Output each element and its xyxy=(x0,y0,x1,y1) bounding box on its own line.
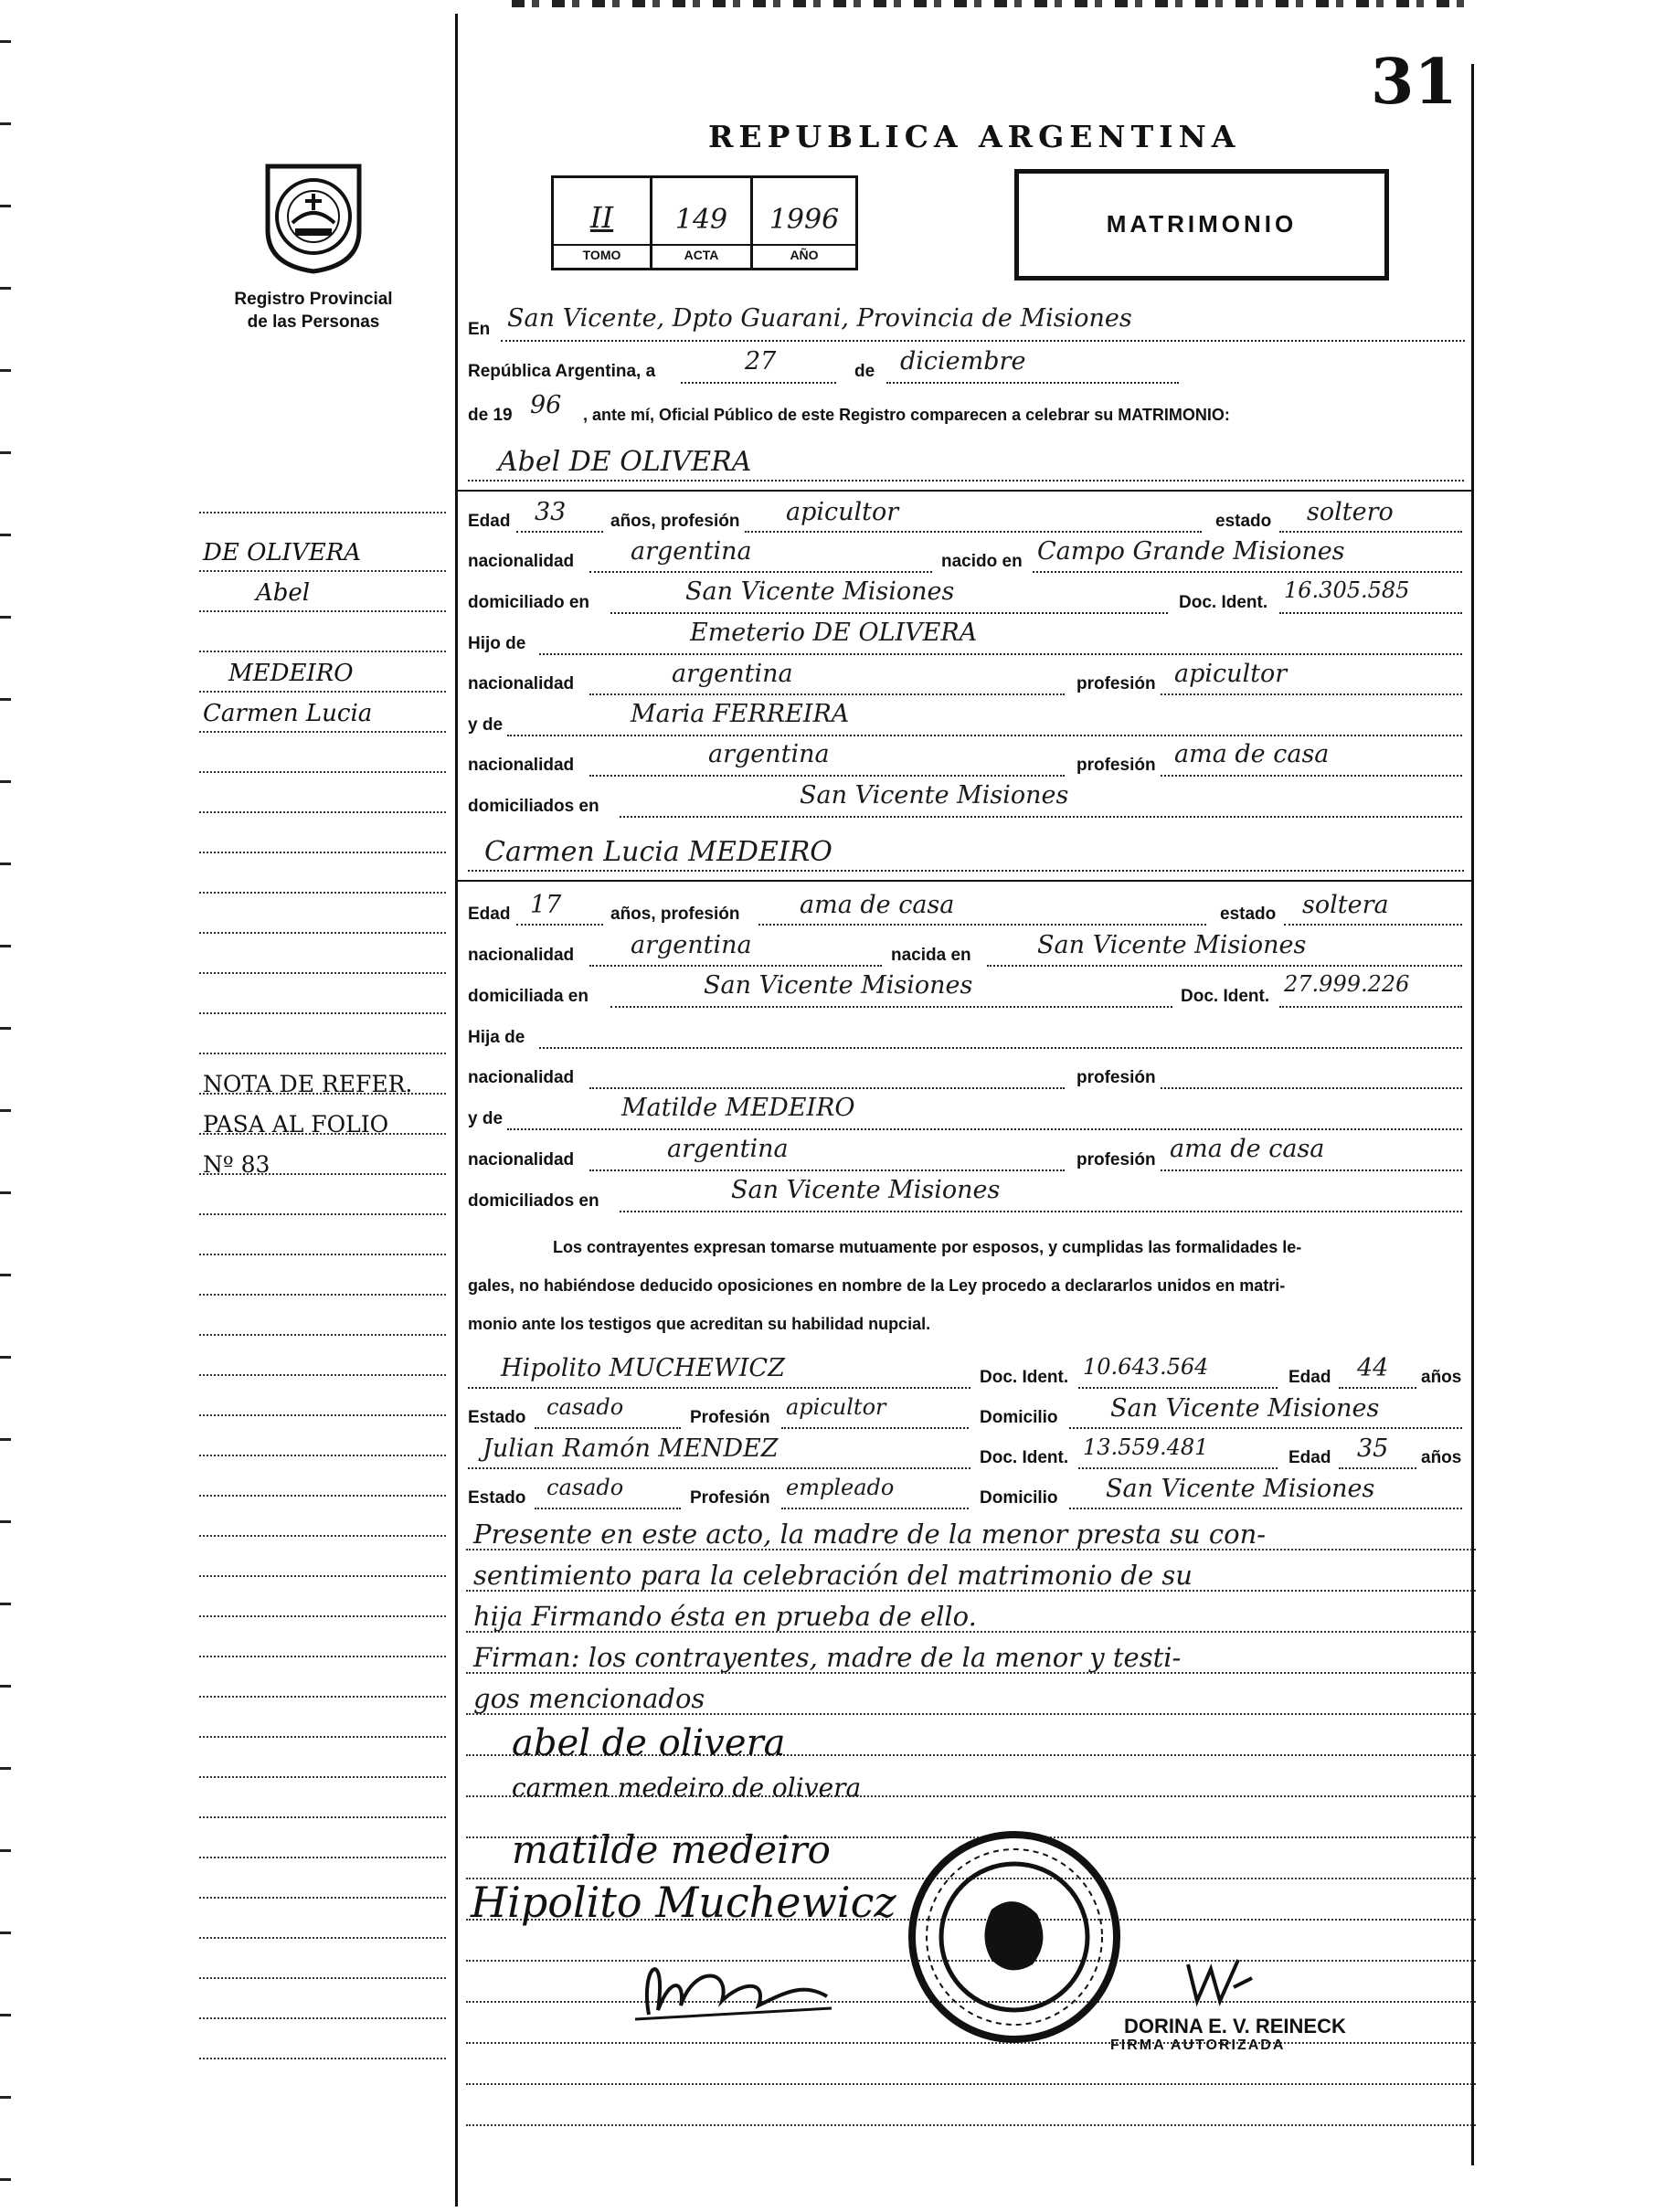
country-title: REPUBLICA ARGENTINA xyxy=(708,119,1241,154)
margin-note-line2: PASA AL FOLIO xyxy=(203,1111,389,1138)
bride-nacida-en: San Vicente Misiones xyxy=(1037,931,1307,959)
year-prefix: de 19 xyxy=(468,406,513,425)
groom-madre-nac-label: nacionalidad xyxy=(468,756,575,775)
witness1-name: Hipolito MUCHEWICZ xyxy=(501,1354,785,1382)
groom-nacionalidad: argentina xyxy=(631,537,752,566)
groom-domicilio: San Vicente Misiones xyxy=(685,577,955,606)
groom-hijo-label: Hijo de xyxy=(468,634,526,653)
margin-groom-surname: DE OLIVERA xyxy=(203,539,362,566)
bride-madre-nac: argentina xyxy=(667,1135,789,1163)
margin-bride-surname: MEDEIRO xyxy=(228,660,354,687)
groom-nacido-en: Campo Grande Misiones xyxy=(1037,537,1345,566)
note-line4: Firman: los contrayentes, madre de la menor y testi- xyxy=(473,1642,1182,1673)
bride-anos-prof-label: años, profesión xyxy=(610,905,740,924)
registry-line1: Registro Provincial xyxy=(234,290,393,309)
witness2-name: Julian Ramón MENDEZ xyxy=(483,1434,779,1463)
groom-madre: Maria FERREIRA xyxy=(631,700,850,728)
bride-yde-label: y de xyxy=(468,1109,504,1128)
groom-padre-prof: apicultor xyxy=(1174,660,1288,688)
witness1-edad: 44 xyxy=(1357,1354,1389,1382)
witness2-estado-label: Estado xyxy=(468,1488,526,1508)
witness1-doc-label: Doc. Ident. xyxy=(980,1368,1069,1387)
witness2-dom-label: Domicilio xyxy=(980,1488,1058,1508)
bride-madre-nac-label: nacionalidad xyxy=(468,1150,575,1170)
legal-line2: gales, no habiéndose deducido oposiciones en nombre de la Ley procedo a declararlos unidos en matri- xyxy=(468,1276,1286,1295)
witness2-prof-label: Profesión xyxy=(690,1488,770,1508)
witness2-edad-label: Edad xyxy=(1289,1448,1331,1467)
official-name: DORINA E. V. REINECK xyxy=(1124,2015,1346,2037)
tomo-value: II xyxy=(589,200,614,235)
groom-doc-label: Doc. Ident. xyxy=(1179,593,1268,612)
witness2-doc: 13.559.481 xyxy=(1083,1434,1209,1460)
signature-witness: Hipolito Muchewicz xyxy=(471,1878,896,1927)
bride-padres-dom: San Vicente Misiones xyxy=(731,1176,1001,1204)
official-signature-mark xyxy=(631,1928,841,2028)
witness1-estado-label: Estado xyxy=(468,1408,526,1427)
witness1-anos-label: años xyxy=(1421,1368,1462,1387)
margin-note-line1: NOTA DE REFER. xyxy=(203,1071,413,1097)
groom-padre-nac-label: nacionalidad xyxy=(468,674,575,693)
groom-madre-nac: argentina xyxy=(708,740,830,768)
signature-mother: matilde medeiro xyxy=(512,1827,831,1872)
binder-holes xyxy=(0,0,11,2212)
witness2-edad: 35 xyxy=(1357,1434,1389,1463)
bride-madre-prof: ama de casa xyxy=(1170,1135,1325,1163)
groom-edad: 33 xyxy=(535,498,567,526)
document-type-box xyxy=(1014,169,1389,280)
tomo-label: TOMO xyxy=(582,248,621,262)
witness2-domicilio: San Vicente Misiones xyxy=(1106,1475,1375,1503)
bride-madre: Matilde MEDEIRO xyxy=(621,1094,855,1122)
groom-padres-dom-label: domiciliados en xyxy=(468,797,599,816)
bride-padres-dom-label: domiciliados en xyxy=(468,1191,599,1211)
margin-rule xyxy=(455,14,458,2207)
page-number: 31 xyxy=(1371,46,1458,119)
bride-madre-prof-label: profesión xyxy=(1076,1150,1156,1170)
bride-edad: 17 xyxy=(530,891,562,919)
bride-edad-label: Edad xyxy=(468,905,511,924)
groom-dom-label: domiciliado en xyxy=(468,593,590,612)
witness1-edad-label: Edad xyxy=(1289,1368,1331,1387)
day-value: 27 xyxy=(745,347,777,376)
bride-profesion: ama de casa xyxy=(800,891,955,919)
ano-label: AÑO xyxy=(790,248,819,262)
groom-edad-label: Edad xyxy=(468,512,511,531)
witness1-estado: casado xyxy=(546,1394,624,1420)
registry-line2: de las Personas xyxy=(247,312,380,332)
note-line5: gos mencionados xyxy=(473,1683,705,1714)
bride-dom-label: domiciliada en xyxy=(468,987,589,1006)
witness2-profesion: empleado xyxy=(786,1475,895,1500)
registry-seal-icon xyxy=(254,157,373,276)
note-line3: hija Firmando ésta en prueba de ello. xyxy=(473,1601,977,1632)
official-stamp-icon xyxy=(905,1827,1124,2047)
margin-bride-given: Carmen Lucia xyxy=(203,700,373,727)
witness1-dom-label: Domicilio xyxy=(980,1408,1058,1427)
groom-padre-prof-label: profesión xyxy=(1076,674,1156,693)
margin-note-line3: Nº 83 xyxy=(203,1151,270,1178)
groom-estado-label: estado xyxy=(1215,512,1272,531)
document-type: MATRIMONIO xyxy=(1106,210,1298,238)
official-initials-mark xyxy=(1183,1951,1257,2015)
bride-doc: 27.999.226 xyxy=(1284,971,1410,997)
place-value: San Vicente, Dpto Guarani, Provincia de Misiones xyxy=(507,304,1132,333)
month-value: diciembre xyxy=(900,347,1026,376)
acta-value: 149 xyxy=(674,204,728,236)
groom-padre-nac: argentina xyxy=(672,660,793,688)
groom-profesion: apicultor xyxy=(786,498,899,526)
bride-hija-label: Hija de xyxy=(468,1028,525,1047)
bride-estado: soltera xyxy=(1302,891,1389,919)
groom-estado: soltero xyxy=(1307,498,1394,526)
note-line2: sentimiento para la celebración del matrimonio de su xyxy=(473,1560,1193,1591)
witness1-domicilio: San Vicente Misiones xyxy=(1110,1394,1380,1423)
witness1-profesion: apicultor xyxy=(786,1394,886,1420)
bride-doc-label: Doc. Ident. xyxy=(1181,987,1270,1006)
bride-name: Carmen Lucia MEDEIRO xyxy=(484,836,832,868)
witness2-estado: casado xyxy=(546,1475,624,1500)
acta-label: ACTA xyxy=(684,248,719,262)
bride-domicilio: San Vicente Misiones xyxy=(704,971,973,1000)
registry-name xyxy=(208,288,419,333)
signature-groom: abel de olivera xyxy=(512,1722,786,1764)
margin-groom-given: Abel xyxy=(256,579,311,607)
groom-padres-dom: San Vicente Misiones xyxy=(800,781,1069,810)
bride-padre-prof-label: profesión xyxy=(1076,1068,1156,1087)
record-number-box xyxy=(551,175,858,270)
legal-line1: Los contrayentes expresan tomarse mutuamente por esposos, y cumplidas las formalidades le- xyxy=(553,1238,1302,1256)
republica-label: República Argentina, a xyxy=(468,362,656,381)
groom-doc: 16.305.585 xyxy=(1284,577,1410,603)
bride-nac-label: nacionalidad xyxy=(468,946,575,965)
groom-name: Abel DE OLIVERA xyxy=(498,446,752,478)
official-title: FIRMA AUTORIZADA xyxy=(1110,2037,1286,2053)
signature-bride: carmen medeiro de olivera xyxy=(512,1773,862,1803)
legal-line3: monio ante los testigos que acreditan su habilidad nupcial. xyxy=(468,1315,931,1333)
bride-estado-label: estado xyxy=(1220,905,1277,924)
witness2-anos-label: años xyxy=(1421,1448,1462,1467)
note-line1: Presente en este acto, la madre de la menor presta su con- xyxy=(473,1519,1267,1550)
groom-madre-prof-label: profesión xyxy=(1076,756,1156,775)
witness1-doc: 10.643.564 xyxy=(1083,1354,1209,1380)
groom-madre-prof: ama de casa xyxy=(1174,740,1330,768)
de-label: de xyxy=(854,362,875,381)
right-rule xyxy=(1471,64,1474,2165)
bride-nacida-label: nacida en xyxy=(891,946,971,965)
statement: , ante mí, Oficial Público de este Registro comparecen a celebrar su MATRIMONIO: xyxy=(583,406,1230,424)
ano-value: 1996 xyxy=(769,204,840,236)
groom-nacido-label: nacido en xyxy=(941,552,1023,571)
bride-padre-nac-label: nacionalidad xyxy=(468,1068,575,1087)
groom-nac-label: nacionalidad xyxy=(468,552,575,571)
scan-edge-strip xyxy=(512,0,1471,7)
witness1-prof-label: Profesión xyxy=(690,1408,770,1427)
groom-anos-prof-label: años, profesión xyxy=(610,512,740,531)
witness2-doc-label: Doc. Ident. xyxy=(980,1448,1069,1467)
bride-nacionalidad: argentina xyxy=(631,931,752,959)
groom-yde-label: y de xyxy=(468,715,504,735)
groom-padre: Emeterio DE OLIVERA xyxy=(690,619,978,647)
year-suffix: 96 xyxy=(530,391,562,419)
en-label: En xyxy=(468,320,491,339)
